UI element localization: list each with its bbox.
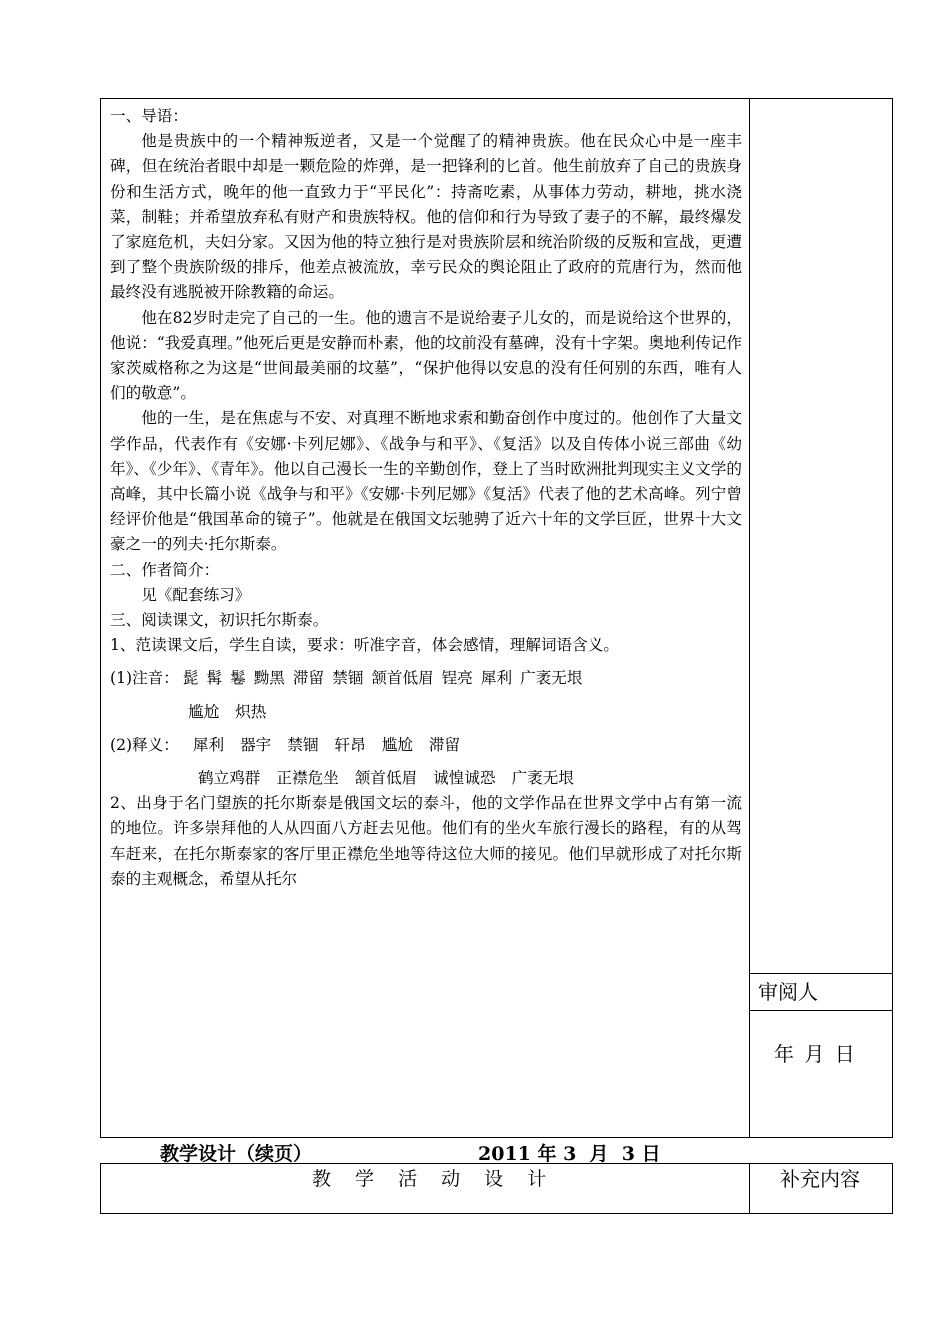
vocab-word: 锃亮 [441,669,473,688]
lesson-content [110,104,742,892]
vocab-word: 禁锢 [332,669,364,688]
vocab-word: 滞留 [292,669,325,688]
author-reference: 见《配套练习》 [141,585,251,604]
vocab-word: 颔首低眉 [354,769,418,788]
vocab-word: 轩昂 [334,735,366,754]
reviewer-bottom-border [749,1010,893,1011]
activity-design-header: 教 学 活 动 设 计 [312,1168,556,1190]
intro-paragraph-2: 他在82岁时走完了自己的一生。他的遗言不是说给妻子儿女的，而是说给这个世界的，他说：“我爱真理。”他死后更是安静而朴素，他的坟前没有墓碑，没有十字架。奥地利传记作家茨威格称之为这是“世间最美丽的坟墓”，“保护他得以安息的没有任何别的东西，唯有人们的敬意”。 [110,308,742,403]
column-divider [749,98,750,1138]
intro-heading: 一、导语： [110,107,188,125]
pinyin-row-2 [110,700,742,725]
supplement-header: 补充内容 [780,1167,860,1191]
explain-row [110,733,742,758]
vocab-word: 鬈 [230,669,246,688]
vocab-word: 黝黑 [253,669,285,688]
reviewer-top-border [749,973,893,974]
explain-row-2 [110,766,742,791]
author-heading: 二、作者简介： [110,560,220,579]
vocab-word: 尴尬 [188,702,220,721]
vocab-word: 器宇 [240,735,272,754]
vocab-word: 炽热 [235,702,267,721]
intro-paragraph-3: 他的一生，是在焦虑与不安、对真理不断地求索和勤奋创作中度过的。他创作了大量文学作品，代表作有《安娜·卡列尼娜》、《战争与和平》、《复活》以及自传体小说三部曲《幼年》、《少年》、《青年》。他以自己漫长一生的辛勤创作，登上了当时欧洲批判现实主义文学的高峰，其中长篇小说《战争与和平》《安娜·卡列尼娜》《复活》代表了他的艺术高峰。列宁曾经评价他是“俄国革命的镜子”。他就是在俄国文坛驰骋了近六十年的文学巨匠，世界十大文豪之一的列夫·托尔斯泰。 [110,409,742,554]
review-date-label: 年 月 日 [774,1042,857,1066]
continuation-date: 2011 年 3 月 3 日 [478,1143,661,1165]
vocab-word: 鹤立鸡群 [198,769,261,788]
reading-task-2: 2、出身于名门望族的托尔斯泰是俄国文坛的泰斗，他的文学作品在世界文学中占有第一流的地位。许多崇拜他的人从四面八方赶去见他。他们有的坐火车旅行漫长的路程，有的从驾车赶来，在托尔斯泰家的客厅里正襟危坐地等待这位大师的接见。他们早就形成了对托尔斯泰的主观概念，希望从托尔 [110,794,742,888]
activity-table-divider [749,1163,750,1214]
reading-heading: 三、阅读课文，初识托尔斯泰。 [110,611,329,630]
vocab-word: 诚惶诚恐 [433,769,496,788]
vocab-word: 犀利 [480,669,513,688]
vocab-word: 正襟危坐 [276,769,339,788]
pinyin-row [110,666,742,691]
reviewer-label: 审阅人 [758,980,818,1004]
vocab-word: 犀利 [192,735,225,754]
explain-label: (2)释义： [110,735,179,754]
vocab-word: 颔首低眉 [371,669,434,688]
vocab-word: 广袤无垠 [511,769,574,788]
continuation-title: 教学设计（续页） [160,1143,313,1165]
vocab-word: 髭 [182,669,199,688]
reading-task-1: 1、范读课文后，学生自读，要求：听准字音，体会感情，理解词语含义。 [110,636,619,655]
vocab-word: 滞留 [428,735,461,754]
vocab-word: 尴尬 [381,735,413,754]
vocab-word: 禁锢 [287,735,319,754]
pinyin-label: (1)注音： [110,669,179,688]
vocab-word: 髯 [206,669,223,688]
vocab-word: 广袤无垠 [520,669,583,688]
intro-paragraph-1: 他是贵族中的一个精神叛逆者，又是一个觉醒了的精神贵族。他在民众心中是一座丰碑，但在统治者眼中却是一颗危险的炸弹，是一把锋利的匕首。他生前放弃了自己的贵族身份和生活方式，晚年的他一直致力于“平民化”：持斋吃素，从事体力劳动，耕地，挑水浇菜，制鞋；并希望放弃私有财产和贵族特权。他的信仰和行为导致了妻子的不解，最终爆发了家庭危机，夫妇分家。又因为他的特立独行是对贵族阶层和统治阶级的反叛和宣战，更遭到了整个贵族阶级的排斥，他差点被流放，幸亏民众的舆论阻止了政府的荒唐行为，然而他最终没有逃脱被开除教籍的命运。 [110,132,742,302]
